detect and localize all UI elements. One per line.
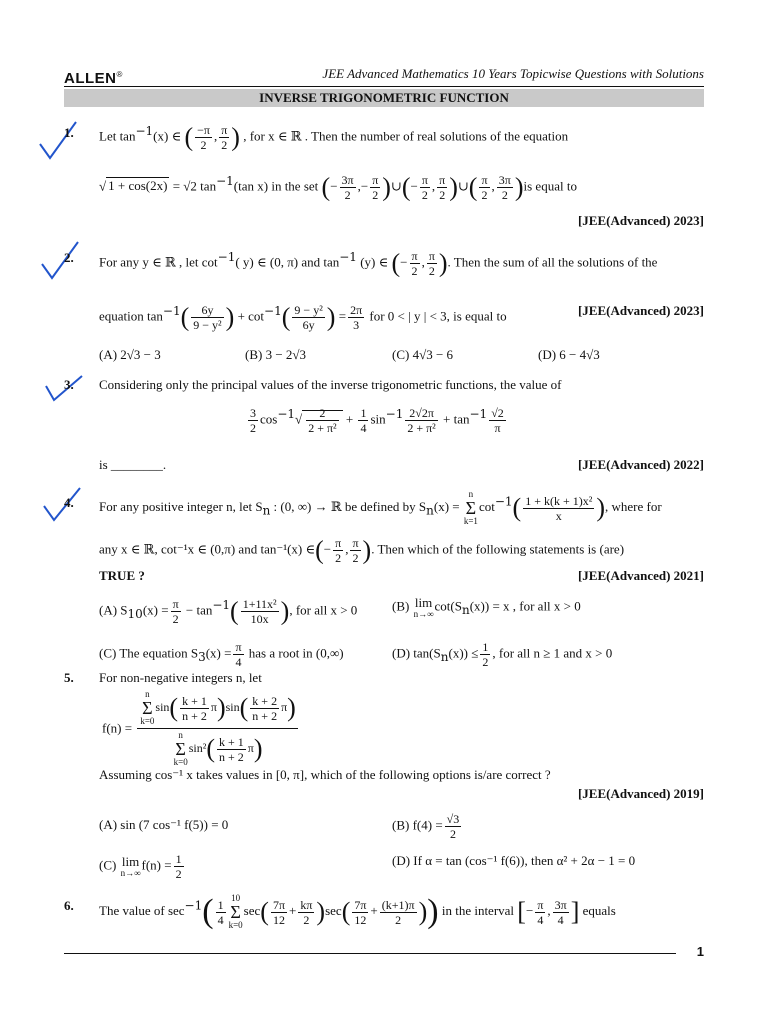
q2-line2: equation $\tan^{-1}$( $\frac{6y}{\text{9 − y²}}$ ) + $\cot^{-1}$( $\frac{\text{9 − y²}}{6y}$ ) = $\frac{2\pi}{3}$ for 0 < | y | < 3, is equal to bbox=[99, 302, 507, 332]
option-b: (B) lim $n\to\infty\cot(S_n(x)) = x$ , for all x > 0 bbox=[392, 595, 581, 619]
question-number: 4. bbox=[64, 495, 74, 510]
q5-line3: Assuming cos⁻¹ x takes values in [0, π], which of the following options is/are correct ? bbox=[99, 767, 551, 782]
page-header bbox=[64, 64, 704, 86]
option-a: (A) $S_{10}(x)$ = $\frac{\pi}{2}$ − $\tan^{-1}$( $\frac{\text{1+11x²}}{10x}$ ), for all x > 0 bbox=[99, 596, 358, 626]
question-source: [JEE(Advanced) 2021] bbox=[577, 568, 704, 583]
option-d: (D) $\tan(S_n(x))$ ≤ $\frac{1}{2}$ , for all n ≥ 1 and x > 0 bbox=[392, 640, 613, 669]
page-number: 1 bbox=[696, 944, 704, 959]
header-title: JEE Advanced Mathematics 10 Years Topicwise Questions with Solutions bbox=[322, 66, 704, 81]
q3-line3: is ________. bbox=[99, 457, 167, 472]
question-source: [JEE(Advanced) 2023] bbox=[577, 303, 704, 318]
q3-expression: $\frac{3}{2}$ $\cos^{-1}√$ $\frac{2}{\text{2 + π²}}$ + $\frac{1}{4}$ $\sin^{-1}$ $\frac{2√2\pi}{\text{2 + π²}}$ + $\tan^{-1}$ $\frac{√2}{\pi}$ bbox=[250, 405, 504, 435]
question-number: 2. bbox=[64, 250, 74, 265]
chapter-title: INVERSE TRIGONOMETRIC FUNCTION bbox=[64, 89, 704, 107]
question-source: [JEE(Advanced) 2023] bbox=[577, 213, 704, 228]
header-rule bbox=[64, 86, 704, 87]
q1-line1: Let $\tan^{-1}(x)$ ∈ ( $\frac{-\pi}{2}$ , $\frac{\pi}{2}$ ) , for x ∈ ℝ . Then the number of real solutions of the equation bbox=[99, 122, 569, 152]
option-c: (C) The equation $S_3(x)$ = $\frac{\pi}{4}$ has a root in (0,∞) bbox=[99, 640, 344, 669]
check-mark-icon bbox=[42, 484, 82, 524]
question-number: 1. bbox=[64, 125, 74, 140]
check-mark-icon bbox=[40, 238, 80, 282]
q4-line3: TRUE ? bbox=[99, 568, 145, 583]
allen-logo: ALLEN® bbox=[64, 70, 123, 87]
question-number: 5. bbox=[64, 670, 74, 685]
option-d: (D) If α = tan (cos⁻¹ f(6)), then α² + 2α − 1 = 0 bbox=[392, 853, 636, 868]
option-b: (B) f(4) = $\frac{√3}{2}$ bbox=[392, 812, 460, 841]
q6-line1: The value of $\sec^{-1}$( $\frac{1}{4}$ 10 Σ k=0sec( $\frac{7\pi}{12}$ + $\frac{k\pi}{2}$ )sec( $\frac{7\pi}{12}$ + $\frac{(k+1)\pi}{2}$ )) in the interval [− $\frac{\pi}{4}$ , $\frac{3\pi}{4}$ ] equals bbox=[99, 893, 616, 930]
option-a: (A) 2√3 − 3 bbox=[99, 347, 161, 362]
option-c: (C) lim n→∞f(n) = $\frac{1}{2}$ bbox=[99, 852, 182, 881]
q4-line1: For any positive integer n, let $S_n$ : (0, ∞) → ℝ be defined by $S_n(x) = n$ Σ $k=1\cot^{-1}$( $\frac{\text{1 + k(k + 1)x²}}{x}$ ), where for bbox=[99, 489, 662, 526]
option-b: (B) 3 − 2√3 bbox=[245, 347, 307, 362]
q1-line2: √ 1 + cos(2x) = √2 $\tan^{-1}(\tan$ x) in the set (− $\frac{3\pi}{2}$ ,− $\frac{\pi}{2}$ )∪(− $\frac{\pi}{2}$ , $\frac{\pi}{2}$ )∪( $\frac{\pi}{2}$ , $\frac{3\pi}{2}$ )is equal to bbox=[99, 172, 577, 202]
question-number: 3. bbox=[64, 377, 74, 392]
option-d: (D) 6 − 4√3 bbox=[538, 347, 600, 362]
q4-line2: any x ∈ ℝ, cot⁻¹x ∈ (0,π) and tan⁻¹(x) ∈(− $\frac{\pi}{2}$ , $\frac{\pi}{2}$ ). Then which of the following statements is (are) bbox=[99, 535, 625, 565]
q3-line1: Considering only the principal values of the inverse trigonometric functions, the value of bbox=[99, 377, 562, 392]
q2-line1: For any y ∈ ℝ , let $\cot^{-1}$( y) ∈ (0, π) and $\tan^{-1} (y)$ ∈ (− $\frac{\pi}{2}$ , $\frac{\pi}{2}$ ). Then the sum of all the solutions of the bbox=[99, 248, 658, 278]
question-source: [JEE(Advanced) 2022] bbox=[577, 457, 704, 472]
option-a: (A) sin (7 cos⁻¹ f(5)) = 0 bbox=[99, 817, 229, 832]
q5-line1: For non-negative integers n, let bbox=[99, 670, 262, 685]
footer-rule bbox=[64, 953, 676, 954]
question-number: 6. bbox=[64, 898, 74, 913]
option-c: (C) 4√3 − 6 bbox=[392, 347, 454, 362]
q5-definition: f(n) = n Σ k=0sin( $\frac{k + 1}{n + 2}$ π)sin( $\frac{k + 2}{n + 2}$ π) n Σ k=0sin²( $\frac{k + 1}{n + 2}$ π) bbox=[102, 689, 296, 767]
question-source: [JEE(Advanced) 2019] bbox=[577, 786, 704, 801]
